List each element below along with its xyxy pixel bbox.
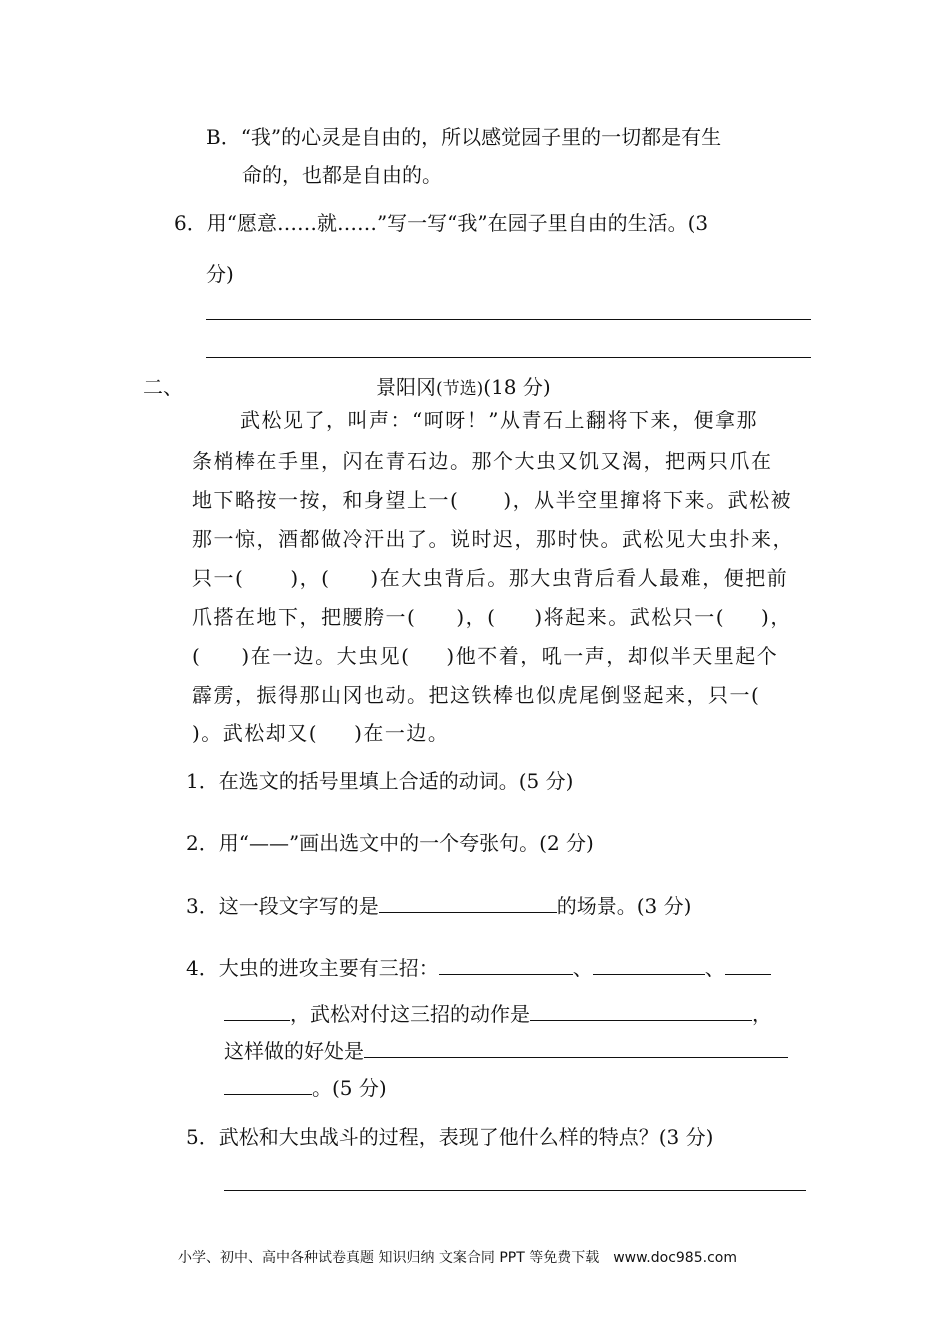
question-3-text: 3．这一段文字写的是 (186, 894, 379, 918)
section-title-note: (节选) (436, 379, 484, 399)
question-5: 5．武松和大虫战斗的过程，表现了他什么样的特点？(3 分) (186, 1125, 714, 1149)
answer-blank[interactable] (439, 954, 573, 975)
question-4-text: ，武松对付这三招的动作是 (290, 1002, 530, 1026)
passage-line: 霹雳，振得那山冈也动。把这铁棒也似虎尾倒竖起来，只一( (192, 683, 761, 707)
answer-blank[interactable] (364, 1037, 788, 1058)
footer-text: 小学、初中、高中各种试卷真题 知识归纳 文案合同 PPT 等免费下载 www.doc985.com (178, 1250, 737, 1266)
passage-line: 条梢棒在手里，闪在青石边。那个大虫又饥又渴，把两只爪在 (192, 449, 773, 473)
passage-line (192, 720, 449, 746)
question-4-sep: 、 (572, 956, 593, 980)
section-title-text: 景阳冈 (376, 375, 436, 399)
passage-text: )，从半空里撺将下来。武松被 (503, 488, 793, 512)
answer-blank[interactable] (593, 954, 705, 975)
answer-blank[interactable] (379, 892, 557, 913)
answer-line[interactable] (224, 1190, 806, 1191)
question-4-text: 。(5 分) (312, 1076, 387, 1100)
question-4-line2 (224, 1000, 772, 1027)
passage-text: ( (192, 644, 202, 668)
answer-blank[interactable] (725, 954, 771, 975)
question-6-line2: 分) (206, 262, 234, 286)
passage-text: )， (761, 605, 792, 629)
answer-line[interactable] (206, 319, 811, 320)
passage-text: )。武松却又( (192, 721, 319, 745)
passage-text: )在大虫背后。那大虫背后看人最难，便把前 (370, 566, 789, 590)
answer-blank[interactable] (530, 1000, 752, 1021)
passage-text: 爪搭在地下，把腰胯一( (192, 605, 417, 629)
question-6-line1: 6．用“愿意……就……”写一写“我”在园子里自由的生活。(3 (174, 211, 709, 235)
question-4-line4 (224, 1074, 387, 1101)
passage-text: )，( (290, 566, 331, 590)
passage-text: )将起来。武松只一( (534, 605, 726, 629)
question-4-text: 这样做的好处是 (224, 1039, 364, 1063)
passage-text: 只一( (192, 566, 245, 590)
passage-text: )他不着，吼一声，却似半天里起个 (446, 644, 779, 668)
question-1: 1．在选文的括号里填上合适的动词。(5 分) (186, 769, 574, 793)
question-4-text: ， (752, 1002, 772, 1026)
passage-text: )，( (456, 605, 497, 629)
section-title (376, 374, 551, 402)
passage-line (192, 604, 792, 630)
passage-text: )在一边。大虫见( (241, 644, 411, 668)
answer-blank[interactable] (224, 1074, 312, 1095)
passage-line: 武松见了，叫声：“呵呀！”从青石上翻将下来，便拿那 (240, 408, 758, 432)
passage-line (192, 487, 792, 513)
question-4-line3 (224, 1037, 788, 1064)
question-3 (186, 892, 691, 919)
question-4-text: 4．大虫的进攻主要有三招： (186, 956, 439, 980)
passage-text: )在一边。 (354, 721, 450, 745)
option-b-line2: 命的，也都是自由的。 (242, 163, 442, 187)
answer-blank[interactable] (224, 1000, 290, 1021)
passage-line: 那一惊，酒都做冷汗出了。说时迟，那时快。武松见大虫扑来， (192, 527, 794, 551)
question-2: 2．用“——”画出选文中的一个夸张句。(2 分) (186, 831, 594, 855)
passage-text: 地下略按一按，和身望上一( (192, 488, 460, 512)
option-b-line1: B．“我”的心灵是自由的，所以感觉园子里的一切都是有生 (206, 125, 722, 149)
section-number: 二、 (143, 375, 183, 399)
section-title-score: (18 分) (483, 375, 551, 399)
question-4-line1 (186, 954, 771, 981)
passage-line (192, 643, 778, 669)
question-3-text: 的场景。(3 分) (556, 894, 692, 918)
answer-line[interactable] (206, 357, 811, 358)
passage-line (192, 565, 788, 591)
question-4-sep: 、 (704, 956, 725, 980)
